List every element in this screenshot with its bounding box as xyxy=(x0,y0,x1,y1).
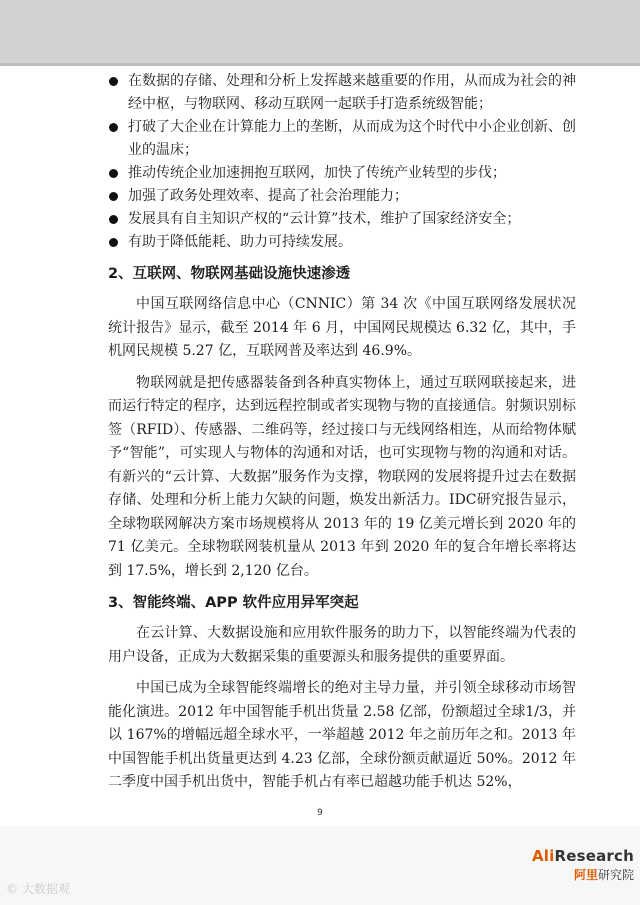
bullet-icon xyxy=(109,169,118,178)
bullet-item xyxy=(108,231,576,254)
bullet-list xyxy=(108,70,576,254)
section-heading-3: 3、智能终端、APP 软件应用异军突起 xyxy=(108,595,359,611)
logo-line-latin xyxy=(532,847,634,865)
section-heading-2: 2、互联网、物联网基础设施快速渗透 xyxy=(108,266,351,282)
bullet-item xyxy=(108,70,576,116)
watermark: © 大数据观 xyxy=(6,882,70,896)
bullet-text: 有助于降低能耗、助力可持续发展。 xyxy=(128,234,352,250)
bullet-text: 在数据的存储、处理和分析上发挥越来越重要的作用，从而成为社会的神经中枢，与物联网、移动互联网一起联手打造系统级智能； xyxy=(128,73,576,112)
page-number: 9 xyxy=(317,808,323,818)
logo-ali-text: Ali xyxy=(531,847,555,865)
aliresearch-logo xyxy=(532,847,634,883)
logo-research-text: Research xyxy=(554,847,634,865)
logo-cn-ali-text: 阿里 xyxy=(573,868,598,882)
bullet-item xyxy=(108,208,576,231)
bullet-item xyxy=(108,162,576,185)
bullet-text: 打破了大企业在计算能力上的垄断，从而成为这个时代中小企业创新、创业的温床； xyxy=(128,119,576,158)
paragraph: 中国已成为全球智能终端增长的绝对主导力量，并引领全球移动市场智能化演进。2012 年中国智能手机出货量 2.58 亿部，份额超过全球1/3，并以 167%的增幅远超全球水平，一举超越 2012 年之前历年之和。2013 年中国智能手机出货量更达到 4.23 亿部，全球份额贡献逼近 50%。2012 年二季度中国手机出货中，智能手机占有率已超越功能手机达 52%， xyxy=(108,680,576,790)
bullet-text: 加强了政务处理效率、提高了社会治理能力； xyxy=(128,188,408,204)
bullet-icon xyxy=(109,215,118,224)
logo-line-chinese xyxy=(532,866,634,883)
bullet-icon xyxy=(109,192,118,201)
top-header-band xyxy=(0,0,640,66)
page-content xyxy=(108,70,576,803)
paragraph: 物联网就是把传感器装备到各种真实物体上，通过互联网联接起来，进而运行特定的程序，达到远程控制或者实现物与物的直接通信。射频识别标签（RFID）、传感器、二维码等，经过接口与无线网络相连，从而给物体赋予“智能”，可实现人与物体的沟通和对话，也可实现物与物的沟通和对话。有新兴的“云计算、大数据”服务作为支撑，物联网的发展将提升过去在数据存储、处理和分析上能力欠缺的问题，焕发出新活力。IDC研究报告显示，全球物联网解决方案市场规模将从 2013 年的 19 亿美元增长到 2020 年的 71 亿美元。全球物联网装机量从 2013 年到 2020 年的复合年增长率将达到 17.5%，增长到 2,120 亿台。 xyxy=(108,374,576,579)
bullet-item xyxy=(108,185,576,208)
bullet-item xyxy=(108,116,576,162)
paragraph: 中国互联网络信息中心（CNNIC）第 34 次《中国互联网络发展状况统计报告》显示，截至 2014 年 6 月，中国网民规模达 6.32 亿，其中，手机网民规模 5.27 亿，互联网普及率达到 46.9%。 xyxy=(108,296,576,359)
bullet-icon xyxy=(109,238,118,247)
bullet-text: 发展具有自主知识产权的“云计算”技术，维护了国家经济安全； xyxy=(128,211,521,227)
paragraph: 在云计算、大数据设施和应用软件服务的助力下，以智能终端为代表的用户设备，正成为大数据采集的重要源头和服务提供的重要界面。 xyxy=(108,625,576,665)
bullet-icon xyxy=(109,123,118,132)
logo-cn-rest-text: 研究院 xyxy=(597,868,634,882)
bullet-text: 推动传统企业加速拥抱互联网，加快了传统产业转型的步伐； xyxy=(128,165,506,181)
bullet-icon xyxy=(109,77,118,86)
